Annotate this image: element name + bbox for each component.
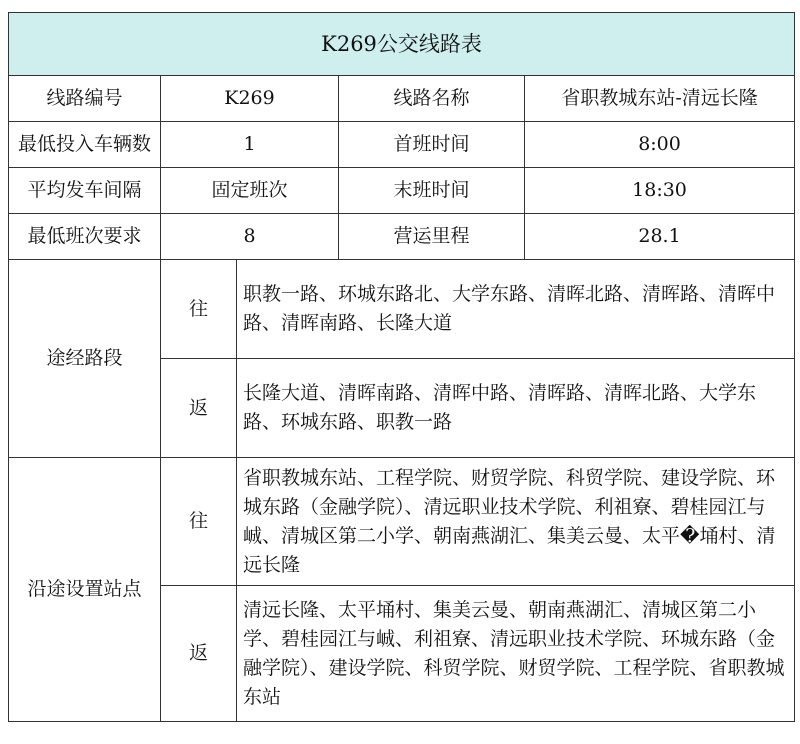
route-name-label: 线路名称 [339,76,525,122]
stops-outbound-text: 省职教城东站、工程学院、财贸学院、科贸学院、建设学院、环城东路（金融学院）、清远职业技术学院、利祖寮、碧桂园江与峸、清城区第二小学、朝南燕湖汇、集美云曼、太平�埇村、清远长隆 [237,458,795,586]
min-trips-value: 8 [161,214,339,260]
avg-interval-label: 平均发车间隔 [9,168,161,214]
route-outbound-label: 往 [161,260,237,359]
last-bus-value: 18:30 [525,168,795,214]
route-number-label: 线路编号 [9,76,161,122]
route-number-value: K269 [161,76,339,122]
table-title: K269公交线路表 [9,13,795,76]
min-vehicles-label: 最低投入车辆数 [9,122,161,168]
min-vehicles-value: 1 [161,122,339,168]
mileage-value: 28.1 [525,214,795,260]
stops-outbound-label: 往 [161,458,237,586]
mileage-label: 营运里程 [339,214,525,260]
first-bus-label: 首班时间 [339,122,525,168]
avg-interval-value: 固定班次 [161,168,339,214]
route-return-text: 长隆大道、清晖南路、清晖中路、清晖路、清晖北路、大学东路、环城东路、职教一路 [237,359,795,458]
stops-label: 沿途设置站点 [9,458,161,722]
route-table [8,12,795,722]
stops-return-text: 清远长隆、太平埇村、集美云曼、朝南燕湖汇、清城区第二小学、碧桂园江与峸、利祖寮、清远职业技术学院、环城东路（金融学院）、建设学院、科贸学院、财贸学院、工程学院、省职教城东站 [237,586,795,722]
min-trips-label: 最低班次要求 [9,214,161,260]
route-segments-label: 途经路段 [9,260,161,458]
route-outbound-text: 职教一路、环城东路北、大学东路、清晖北路、清晖路、清晖中路、清晖南路、长隆大道 [237,260,795,359]
first-bus-value: 8:00 [525,122,795,168]
route-name-value: 省职教城东站-清远长隆 [525,76,795,122]
stops-return-label: 返 [161,586,237,722]
last-bus-label: 末班时间 [339,168,525,214]
route-return-label: 返 [161,359,237,458]
